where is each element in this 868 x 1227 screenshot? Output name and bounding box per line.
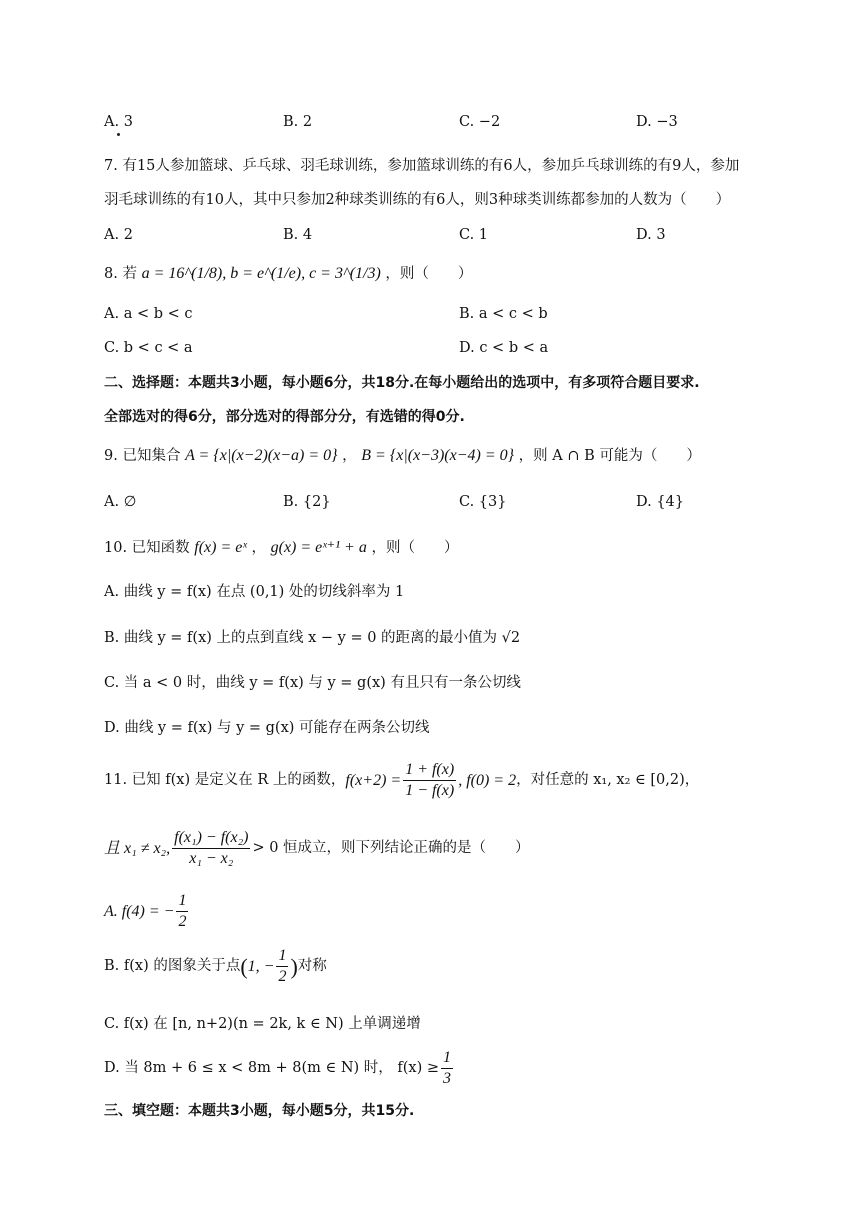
q11-b-suffix: 对称 [297, 958, 327, 975]
q8-option-d: D. c < b < a [459, 340, 549, 356]
q8-suffix: ，则（ ） [385, 266, 473, 282]
q9-suffix: ，则 A ∩ B 可能为（ ） [518, 448, 701, 464]
q11-a-denominator: 2 [178, 913, 187, 930]
q11-line1-suffix: ，对任意的 x₁, x₂ ∈ [0,2)， [516, 772, 700, 789]
q7-stem-line2: 羽毛球训练的有10人，其中只参加2种球类训练的有6人，则3种球类训练都参加的人数为（ ） [104, 192, 731, 208]
q11-line2-suffix: > 0 恒成立，则下列结论正确的是（ ） [252, 840, 530, 857]
q9-option-d: D. {4} [636, 494, 685, 510]
q9-separator: ， [342, 448, 357, 464]
q11-equation-right: , f(0) = 2 [458, 771, 517, 789]
q10-prefix: 10. 已知函数 [104, 540, 190, 556]
q6-option-c: C. −2 [459, 114, 501, 130]
q11-difference-quotient [172, 830, 250, 867]
q10-g-definition: g(x) = eˣ⁺¹ + a [270, 539, 367, 556]
q8-option-b: B. a < c < b [459, 306, 548, 322]
q11-dq-numerator: f(x₁) − f(x₂) [172, 830, 250, 849]
q11-option-c: C. f(x) 在 [n, n+2)(n = 2k, k ∈ N) 上单调递增 [104, 1016, 421, 1032]
q9-set-b: B = {x|(x−3)(x−4) = 0} [361, 447, 515, 464]
q11-stem-line1 [104, 762, 699, 799]
q7-option-a: A. 2 [104, 227, 133, 243]
q11-b-paren-left: ( [240, 953, 248, 979]
q11-b-fraction [276, 948, 288, 985]
q11-line1-prefix: 11. 已知 f(x) 是定义在 R 上的函数， [104, 772, 346, 789]
q11-fraction-denominator: 1 − f(x) [405, 782, 455, 799]
q9-option-c: C. {3} [459, 494, 507, 510]
q11-a-numerator: 1 [176, 893, 188, 912]
q11-fraction [403, 762, 456, 799]
q11-d-prefix: D. 当 8m + 6 ≤ x < 8m + 8(m ∈ N) 时， f(x) ≥ [104, 1060, 440, 1077]
q11-b-paren-right: ) [290, 953, 298, 979]
q8-prefix: 8. 若 [104, 266, 137, 282]
q9-set-a: A = {x|(x−2)(x−a) = 0} [185, 447, 338, 464]
section2-heading-line2: 全部选对的得6分，部分选对的得部分分，有选错的得0分. [104, 409, 465, 425]
q11-stem-line2 [104, 830, 530, 867]
q11-line2-prefix: 且 x₁ ≠ x₂, [104, 839, 171, 857]
q9-stem [104, 448, 701, 464]
q11-option-b [104, 948, 327, 985]
q10-stem [104, 540, 458, 556]
q8-option-a: A. a < b < c [104, 306, 193, 322]
q6-option-b: B. 2 [283, 114, 313, 130]
q11-b-denominator: 2 [278, 968, 287, 985]
q11-d-denominator: 3 [443, 1070, 452, 1087]
q11-option-a [104, 893, 190, 930]
q6-option-d: D. −3 [636, 114, 678, 130]
q8-option-c: C. b < c < a [104, 340, 193, 356]
q10-option-d: D. 曲线 y = f(x) 与 y = g(x) 可能存在两条公切线 [104, 720, 430, 736]
q11-b-prefix: B. f(x) 的图象关于点 [104, 958, 241, 975]
q7-option-d: D. 3 [636, 227, 666, 243]
q7-stem-line1: 7. 有15人参加篮球、乒乓球、羽毛球训练，参加篮球训练的有6人，参加乒乓球训练的有9人，参加 [104, 158, 740, 174]
q6-option-a: A. 3 [104, 114, 133, 130]
q9-prefix: 9. 已知集合 [104, 448, 181, 464]
q11-d-fraction [441, 1050, 453, 1087]
q10-option-b: B. 曲线 y = f(x) 上的点到直线 x − y = 0 的距离的最小值为 √2 [104, 630, 521, 646]
q10-separator: ， [251, 540, 267, 556]
q11-d-numerator: 1 [441, 1050, 453, 1069]
q10-option-a: A. 曲线 y = f(x) 在点 (0,1) 处的切线斜率为 1 [104, 584, 405, 600]
q7-option-b: B. 4 [283, 227, 313, 243]
q10-f-definition: f(x) = eˣ [194, 539, 247, 556]
q11-a-fraction [176, 893, 188, 930]
q7-option-c: C. 1 [459, 227, 489, 243]
q11-fraction-numerator: 1 + f(x) [403, 762, 456, 781]
q8-expression: a = 16^(1/8), b = e^(1/e), c = 3^(1/3) [141, 265, 381, 282]
q9-option-a: A. ∅ [104, 494, 137, 510]
q11-dq-denominator: x₁ − x₂ [189, 850, 234, 867]
q11-b-numerator: 1 [276, 948, 288, 967]
stray-dot [117, 133, 120, 136]
section2-heading-line1: 二、选择题：本题共3小题，每小题6分，共18分.在每小题给出的选项中，有多项符合题目要求. [104, 375, 700, 391]
section3-heading: 三、填空题：本题共3小题，每小题5分，共15分. [104, 1103, 415, 1119]
q11-equation-left: f(x+2) = [345, 771, 402, 789]
q9-option-b: B. {2} [283, 494, 331, 510]
q10-option-c: C. 当 a < 0 时，曲线 y = f(x) 与 y = g(x) 有且只有一条公切线 [104, 675, 521, 691]
q11-option-d [104, 1050, 455, 1087]
q8-stem [104, 266, 472, 282]
q11-b-point: 1, − [247, 957, 275, 975]
q11-a-prefix: A. f(4) = − [104, 902, 175, 920]
q10-suffix: ，则（ ） [371, 540, 459, 556]
